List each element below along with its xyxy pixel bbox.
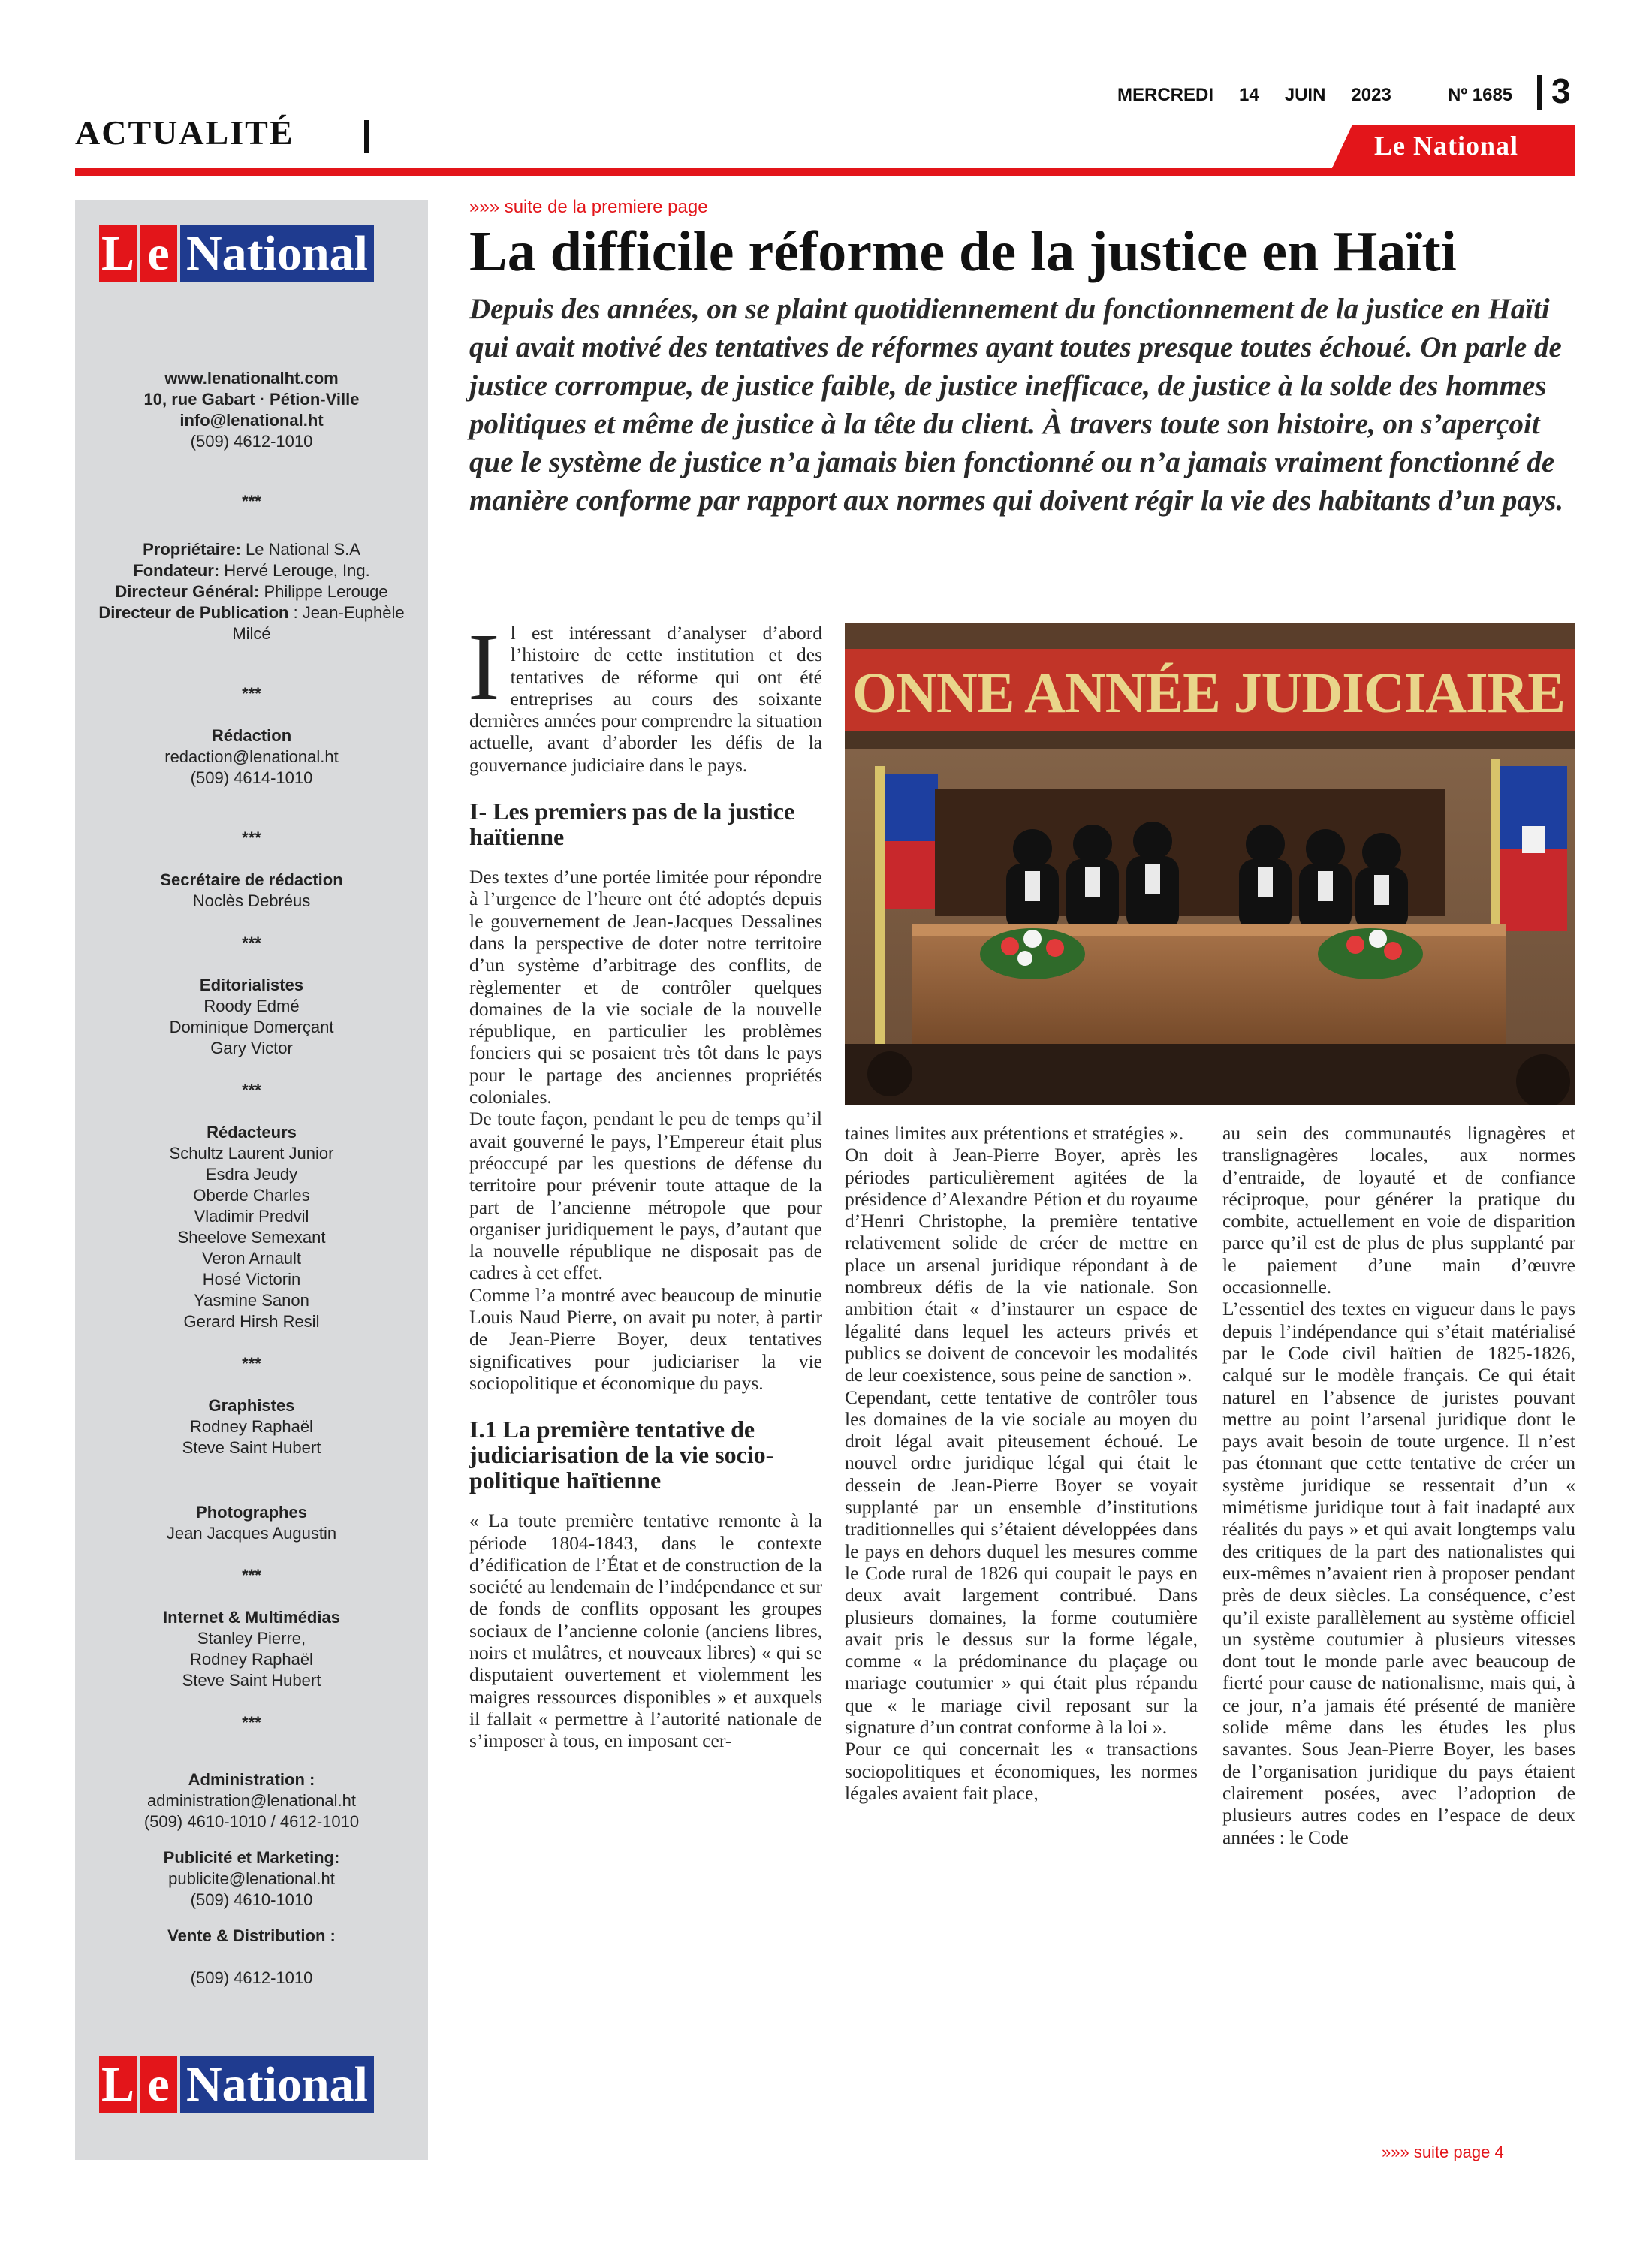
body-paragraph: De toute façon, pendant le peu de temps qu’il avait gouverné le pays, l’Empereur était plus préoccupé par les questions de défense du territoire pour prévenir toute attaque de la part de l’ancienne métropole que pour organiser juridiquement le pays, d’autant que la nouvelle république ne disposait pas de cadres à cet effet. — [469, 1108, 822, 1284]
drop-cap: I — [468, 614, 500, 720]
date-day: MERCREDI — [1117, 85, 1214, 105]
internet-name: Stanley Pierre, — [197, 1629, 306, 1648]
pub-email[interactable]: publicite@lenational.ht — [168, 1869, 335, 1888]
redacteur-name: Esdra Jeudy — [205, 1165, 298, 1184]
dp-value: : Jean-Euphèle — [288, 603, 405, 622]
header-rule — [75, 168, 1575, 176]
redaction-phone: (509) 4614-1010 — [190, 768, 313, 787]
continued-from-note: »»» suite de la premiere page — [469, 197, 708, 217]
le-national-logo-bottom — [99, 2056, 422, 2113]
article-column-2 — [845, 1122, 1198, 1804]
masthead-email[interactable]: info@lenational.ht — [179, 411, 324, 430]
logo-letter-e: e — [140, 225, 177, 282]
redacteur-name: Yasmine Sanon — [194, 1291, 309, 1310]
body-paragraph: Des textes d’une portée limitée pour répondre à l’urgence de l’heure ont été adoptés depuis le gouvernement de Jean-Jacques Dessalines dans la perspective de doter notre territoire d’un système d’arbitrage des conflits, de règlementer et de contrôler quelques domaines de la vie sociale de la nouvelle république, en particulier les problèmes fonciers qui se posaient très tôt dans le pays pour le partage des anciennes propriétés coloniales. — [469, 866, 822, 1108]
intro-paragraph: Il est intéressant d’analyser d’abord l’histoire de cette institution et des tentatives de réforme qui ont été entreprises au cours des soixante dernières années pour comprendre la situation actuelle, avant d’aborder les défis de la gouvernance judiciaire dans le pays. — [468, 614, 822, 776]
admin-phone: (509) 4610-1010 / 4612-1010 — [143, 1812, 360, 1831]
vente-title: Vente & Distribution : — [167, 1926, 336, 1945]
page-number: 3 — [1551, 71, 1571, 110]
section-divider — [364, 120, 369, 153]
separator: *** — [242, 828, 261, 847]
logo-letter-e: e — [140, 2056, 177, 2113]
body-paragraph: Comme l’a montré avec beaucoup de minutie Louis Naud Pierre, on avait pu noter, à partir de Jean-Pierre Boyer, deux tentatives significatives pour judiciariser la vie sociopolitique et économique du pays. — [469, 1283, 822, 1394]
editorialiste-name: Roody Edmé — [203, 997, 300, 1015]
dp-label: Directeur de Publication — [98, 603, 289, 622]
graphiste-name: Rodney Raphaël — [190, 1417, 313, 1436]
pub-phone: (509) 4610-1010 — [190, 1890, 313, 1909]
secretaire-name: Noclès Debréus — [192, 891, 311, 910]
editorialistes-title: Editorialistes — [199, 976, 304, 994]
body-paragraph: Cependant, cette tentative de contrôler tous les domaines de la vie sociale au moyen du droit légal avait piteusement échoué. Le nouvel ordre juridique légal qui était le dessein de Jean-Pierre Boyer se voyait supplanté par un ensemble d’institutions traditionnelles qui s’étaient développées dans le pays en dehors duquel les mesures comme le Code rural de 1826 qui coupait le pays en deux avait largement contribué. Dans plusieurs domaines, la forme coutumière avait pris le dessus sur la forme légale, comme « la prédominance du plaçage ou mariage coutumier » qui était plus répandu que « le mariage civil reposant sur la signature d’un contrat conforme à la loi ». — [845, 1386, 1198, 1739]
body-paragraph: « La toute première tentative remonte à la période 1804-1843, dans le contexte d’édification de l’État et de construction de la société au lendemain de l’indépendance et sur de fonds de conflits opposant les groupes sociaux de l’ancienne colonie (anciens libres, noirs et mulâtres, et nouveaux libres) « qui se disputaient ouvertement et violemment les maigres ressources disponibles » et auxquels il fallait « permettre à l’autorité nationale de s’imposer à tous, en imposant cer- — [469, 1510, 822, 1752]
body-paragraph: On doit à Jean-Pierre Boyer, après les périodes particulièrement agitées de la présidence d’Alexandre Pétion et du royaume d’Henri Christophe, la première tentative relativement solide de créer de mettre en place un arsenal juridique répondant à de nombreux défis de la vie nationale. Son ambition était « d’instaurer un espace de légalité dans lequel les acteurs privés et publics se doivent de concevoir les modalités de leur coexistence, sous peine de sanction ». — [845, 1144, 1198, 1386]
founder-label: Fondateur: — [133, 561, 220, 580]
redacteur-name: Sheelove Semexant — [177, 1228, 326, 1247]
logo-word-national: National — [180, 2056, 374, 2113]
court-ceremony-photo — [845, 623, 1575, 1105]
redacteur-name: Hosé Victorin — [202, 1270, 301, 1289]
issue-date — [1117, 85, 1417, 106]
internet-name: Rodney Raphaël — [190, 1650, 313, 1669]
article-lede: Depuis des années, on se plaint quotidiennement du fonctionnement de la justice en Haïti qui avait motivé des tentatives de réformes ayant toutes presque toutes échoué. On parle de justice corrompue, de justice faible, de justice inefficace, de justice à la solde des hommes politiques et même de justice à la tête du client. À travers toute son histoire, on s’aperçoit que le système de justice n’a jamais bien fonctionné ou n’a jamais vraiment fonctionné de manière conforme par rapport aux normes qui doivent régir la vie des habitants d’un pays. — [469, 293, 1564, 517]
vente-phone: (509) 4612-1010 — [190, 1968, 313, 1987]
page-divider — [1537, 75, 1542, 110]
logo-word-national: National — [180, 225, 374, 282]
admin-email[interactable]: administration@lenational.ht — [147, 1791, 356, 1810]
redacteur-name: Veron Arnault — [201, 1249, 302, 1268]
body-paragraph: taines limites aux prétentions et stratégies ». — [845, 1122, 1184, 1144]
redacteurs-title: Rédacteurs — [206, 1123, 297, 1142]
internet-name: Steve Saint Hubert — [182, 1671, 321, 1690]
graphiste-name: Steve Saint Hubert — [182, 1438, 321, 1457]
subhead-2: I.1 La première tentative de judiciarisation de la vie socio-politique haïtienne — [469, 1416, 774, 1494]
dg-value: Philippe Lerouge — [259, 582, 388, 601]
masthead-credits — [75, 368, 428, 1989]
separator: *** — [242, 1081, 261, 1099]
redacteur-name: Schultz Laurent Junior — [169, 1144, 334, 1163]
subhead-1: I- Les premiers pas de la justice haïtienne — [469, 798, 795, 851]
redacteur-name: Gerard Hirsh Resil — [183, 1312, 320, 1331]
admin-title: Administration : — [188, 1770, 315, 1789]
article-headline: La difficile réforme de la justice en Haïti — [469, 220, 1457, 283]
graphistes-title: Graphistes — [208, 1396, 295, 1415]
body-paragraph: L’essentiel des textes en vigueur dans le pays depuis l’indépendance qui s’était matérialisé par le Code civil haïtien de 1825-1826, calqué sur le modèle français. Ce qui était naturel en l’absence de juristes pouvant mettre au point l’arsenal juridique dont le pays avait besoin de toute urgence. Il n’est pas étonnant que cette tentative de créer un système juridique se ressentait d’un « mimétisme juridique tout à fait inadapté aux réalités du pays » et qui avait longtemps valu des critiques de la part des nationalistes qui eux-mêmes n’avaient rien à proposer pendant près de deux siècles. La conséquence, c’est qu’il existe parallèlement au système officiel un système coutumier à plusieurs vitesses dont tout le monde parle avec beaucoup de fierté pour cause de nationalisme, mais qui, à ce jour, n’a jamais été présenté de manière solide même dans les études les plus savantes. Sous Jean-Pierre Boyer, les bases de l’organisation juridique du pays étaient clairement posées, avec l’adoption de plusieurs autres codes en l’espace de deux années : le Code — [1222, 1298, 1575, 1848]
logo-letter-l: L — [99, 225, 137, 282]
secretaire-title: Secrétaire de rédaction — [160, 870, 343, 889]
body-paragraph: au sein des communautés lignagères et translignagères locales, aux normes d’entraide, de loyauté et de confiance réciproque, pour générer la pratique du combite, actuellement en voie de disparition parce qu’il est de plus de plus supplanté par le paiement d’une main d’œuvre occasionnelle. — [1222, 1122, 1575, 1298]
dg-label: Directeur Général: — [115, 582, 260, 601]
continued-on-note[interactable]: »»» suite page 4 — [1382, 2143, 1504, 2161]
article-column-1 — [468, 614, 822, 2095]
photo-illustration — [845, 623, 1575, 1105]
redaction-email[interactable]: redaction@lenational.ht — [164, 747, 339, 766]
separator: *** — [242, 492, 261, 511]
le-national-logo-top — [99, 225, 422, 282]
photographes-title: Photographes — [196, 1503, 307, 1522]
logo-letter-l: L — [99, 2056, 137, 2113]
masthead-website[interactable]: www.lenationalht.com — [164, 369, 339, 388]
separator: *** — [242, 1713, 261, 1732]
redaction-title: Rédaction — [211, 726, 292, 745]
separator: *** — [242, 1354, 261, 1373]
separator: *** — [242, 933, 261, 952]
founder-value: Hervé Lerouge, Ing. — [219, 561, 370, 580]
redacteur-name: Oberde Charles — [193, 1186, 310, 1205]
date-number: 14 — [1239, 85, 1259, 105]
internet-title: Internet & Multimédias — [163, 1608, 340, 1627]
masthead-address: 10, rue Gabart · Pétion-Ville — [143, 390, 360, 409]
photographe-name: Jean Jacques Augustin — [166, 1524, 337, 1543]
issue-number: Nº 1685 — [1448, 85, 1513, 105]
separator: *** — [242, 1566, 261, 1585]
redacteur-name: Vladimir Predvil — [194, 1207, 309, 1226]
date-year: 2023 — [1351, 85, 1391, 105]
brand-tab-label: Le National — [1374, 131, 1519, 161]
dp-value-2: Milcé — [232, 624, 271, 643]
date-month: JUIN — [1284, 85, 1326, 105]
separator: *** — [242, 684, 261, 703]
body-paragraph: Pour ce qui concernait les « transactions sociopolitiques et économiques, les normes légales avaient fait place, — [845, 1738, 1198, 1804]
owner-value: Le National S.A — [240, 540, 360, 559]
pub-title: Publicité et Marketing: — [163, 1848, 340, 1867]
owner-label: Propriétaire: — [143, 540, 241, 559]
editorialiste-name: Gary Victor — [210, 1039, 293, 1057]
photo-banner-text: ONNE ANNÉE JUDICIAIRE — [852, 662, 1566, 725]
editorialiste-name: Dominique Domerçant — [169, 1018, 334, 1036]
section-label: ACTUALITÉ — [75, 113, 294, 152]
article-column-3 — [1222, 1122, 1575, 1848]
masthead-phone: (509) 4612-1010 — [190, 432, 313, 451]
